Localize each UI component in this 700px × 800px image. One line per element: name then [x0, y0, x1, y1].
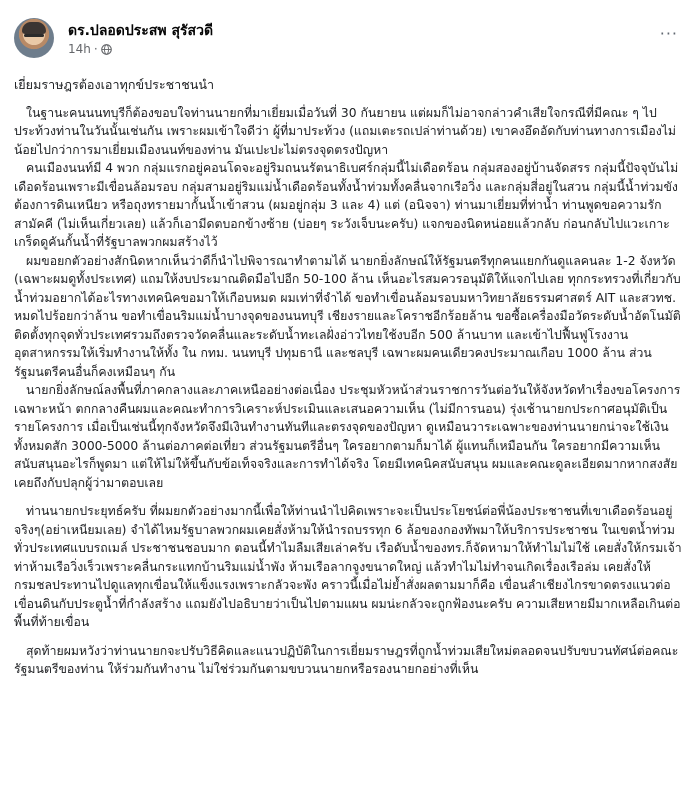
post-title: เยี่ยมราษฎรต้องเอาทุกข์ประชาชนนำ — [14, 77, 215, 92]
post-paragraph-1: ในฐานะคนนนทบุรีก็ต้องขอบใจท่านนายกที่มาเยี่ยมเมื่อวันที่ 30 กันยายน แต่ผมก็ไม่อาจกล่าวคำเสียใจกรณีที่มีคณะ ๆ ไปประท้วงท่านในวันนั้นเช่นกัน เพราะผมเข้าใจดีว่า ผู้ที่มาประท้วง (แถมเตะรถเปล่าท่านด้วย) เขาคงอึดอัดกับท่านทางการเมืองไม่น้อยไปกว่าการมาเยี่ยมเมืองนนท์ของท่าน มันเปะปะไม่ตรงจุดตรงปัญหา — [14, 105, 677, 157]
author-avatar[interactable] — [14, 18, 54, 58]
post-header — [14, 18, 686, 64]
post-paragraph-6: สุดท้ายผมหวังว่าท่านนายกจะปรับวิธีคิดและแนวปฏิบัติในการเยี่ยมราษฎรที่ถูกน้ำท่วมเสียใหม่ตลอดจนปรับขบวนทัศน์ต่อคณะรัฐมนตรีของท่าน ให้ร่วมกันทำงาน ไม่ใช่ร่วมกันตามขบวนนายกหรือรองนายกอย่างที่เห็น — [14, 643, 679, 676]
post-paragraph-2: คนเมืองนนท์มี 4 พวก กลุ่มแรกอยู่คอนโดจะอยู่ริมถนนรัตนาธิเบศร์กลุ่มนี้ไม่เดือดร้อน กลุ่มสองอยู่บ้านจัดสรร กลุ่มนี้ปัจจุบันไม่เดือดร้อนเพราะมีเขื่อนล้อมรอบ กลุ่มสามอยู่ริมแม่น้ำเดือดร้อนทั้งน้ำท่วมทั้งคลื่นจากเรือวิ่ง และกลุ่มสี่อยู่ในสวน กลุ่มนี้น้ำท่วมขังต้องการดินเหนียว หรือถุงทรายมากั้นน้ำเข้าสวน (ผมอยู่กลุ่ม 3 และ 4) แต่ (อนิจจา) ท่านมาเยี่ยมที่ท่าน้ำ ท่านพูดขอความรัก สามัคคี (ไม่เห็นเกี่ยวเลย) แล้วก็เอามีดตบอกข้างซ้าย (บ่อยๆ ระวังเจ็บนะครับ) แจกของนิดหน่อยแล้วกลับ ก่อนกลับไปแวะเกาะเกร็ดดูคันกั้นน้ำที่รัฐบาลพวกผมสร้างไว้ — [14, 161, 679, 249]
meta-separator: · — [93, 42, 98, 56]
post-meta — [68, 42, 112, 56]
more-options-icon[interactable]: ··· — [659, 24, 678, 43]
post-paragraph-4: นายกยิ่งลักษณ์ลงพื้นที่ภาคกลางและภาคเหนืออย่างต่อเนื่อง ประชุมหัวหน้าส่วนราชการวันต่อวันให้จังหวัดทำเรื่องขอโครงการเฉพาะหน้า ตกกลางคืนผมและคณะทำการวิเคราะห์ประเมินและเสนอความเห็น (ไม่มีการนอน) รุ่งเช้านายกประกาศอนุมัติเป็นรายโครงการ เมื่อเป็นเช่นนี้ทุกจังหวัดจึงมีเงินทำงานทันทีและตรงจุดของปัญหา ดูเหมือนวาระเฉพาะของท่านนายกน่าจะใช้เงินทั้งหมดสัก 3000-5000 ล้านต่อภาคต่อเที่ยว ส่วนรัฐมนตรีอื่นๆ ใครอยากตามก็มาได้ ผู้แทนก็เหมือนกัน ใครอยากมีความเห็นสนับสนุนอะไรก็พูดมา แต่ให้ไม่ให้ขึ้นกับข้อเท็จจริงและการทำได้จริง โดยมีเทคนิคสนับสนุน ผมและคณะดูละเอียดมากหากสงสัยเคยถึงกับปลุกผู้ว่ามาตอบเลย — [14, 383, 681, 490]
post-body — [14, 76, 686, 679]
post-time[interactable]: 14h — [68, 42, 91, 56]
globe-icon[interactable] — [101, 44, 112, 55]
author-name[interactable]: ดร.ปลอดประสพ สุรัสวดี — [68, 23, 214, 39]
avatar-hair — [22, 22, 46, 34]
post-paragraph-5: ท่านนายกประยุทธ์ครับ ที่ผมยกตัวอย่างมากนี้เพื่อให้ท่านนำไปคิดเพราะจะเป็นประโยชน์ต่อพี่น้องประชาชนที่เขาเดือดร้อนอยู่จริงๆ(อย่าเหนียมเลย) จำได้ไหมรัฐบาลพวกผมเคยสั่งห้ามให้นำรถบรรทุก 6 ล้อของกองทัพมาให้บริการประชาชน ในเขตน้ำท่วมทั่วประเทศแบบรถเมล์ ประชาชนชอบมาก ตอนนี้ทำไมลืมเสียเล่าครับ เรือดับน้ำของทร.ก็จัดหามาให้ทำไมไม่ใช้ เคยสั่งให้กรมเจ้าท่าห้ามเรือวิ่งเร็วเพราะคลื่นกระแทกบ้านริมแม่น้ำพัง ห้ามเรือลากจูงขนาดใหญ่ แล้วทำไมไม่ทำจนเกิดเรื่องเรือล่ม เคยสั่งให้กรมชลประทานไปดูแลทุกเขื่อนให้แข็งแรงเพราะกลัวจะพัง คราวนี้เมื่อไม่ย้ำสั่งผลตามมาก็คือ เขื่อนลำเชียงไกรขาดตรงแนวต่อเขื่อนดินกับประตูน้ำที่กำลังสร้าง แถมยังไปอธิบายว่าเป็นไปตามแผน ผมน่ะกลัวจะถูกฟ้องนะครับ ความเสียหายมีมากเหลือเกินต่อพื้นที่ท้ายเขื่อน — [14, 504, 682, 629]
avatar-glasses — [24, 34, 44, 37]
post-paragraph-3: ผมขอยกตัวอย่างสักนิดหากเห็นว่าดีก็นำไปพิจารณาทำตามได้ นายกยิ่งลักษณ์ให้รัฐมนตรีทุกคนแยกกันดูแลคนละ 1-2 จังหวัด (เฉพาะผมดูทั้งประเทศ) แถมให้งบประมาณติดมือไปอีก 50-100 ล้าน เห็นอะไรสมควรอนุมัติให้แจกไปเลย ทุกกระทรวงที่เกี่ยวกับน้ำท่วมอยากได้อะไรทางเทคนิคขอมาให้เกือบหมด ผมเท่าที่จำได้ ขอทำเขื่อนล้อมรอบมหาวิทยาลัยธรรมศาสตร์ AIT และสวทช. หมดไปร้อยกว่าล้าน ขอทำเขื่อนริมแม่น้ำบางจุดของนนทบุรี เชียงรายและโคราชอีกร้อยล้าน ขอซื้อเครื่องมือวัดระดับน้ำอัตโนมัติติดตั้งทุกจุดทั่วประเทศรวมถึงตรวจวัดคลื่นและระดับน้ำทะเลฝั่งอ่าวไทยใช้งบอีก 500 ล้านบาท และเข้าไปฟื้นฟูโรงงานอุตสาหกรรมให้เริ่มทำงานให้ทั้ง ใน กทม. นนทบุรี ปทุมธานี และชลบุรี เฉพาะผมคนเดียวคงประมาณเกือบ 1000 ล้าน ส่วนรัฐมนตรีคนอื่นก็คงเหมือนๆ กัน — [14, 253, 681, 379]
